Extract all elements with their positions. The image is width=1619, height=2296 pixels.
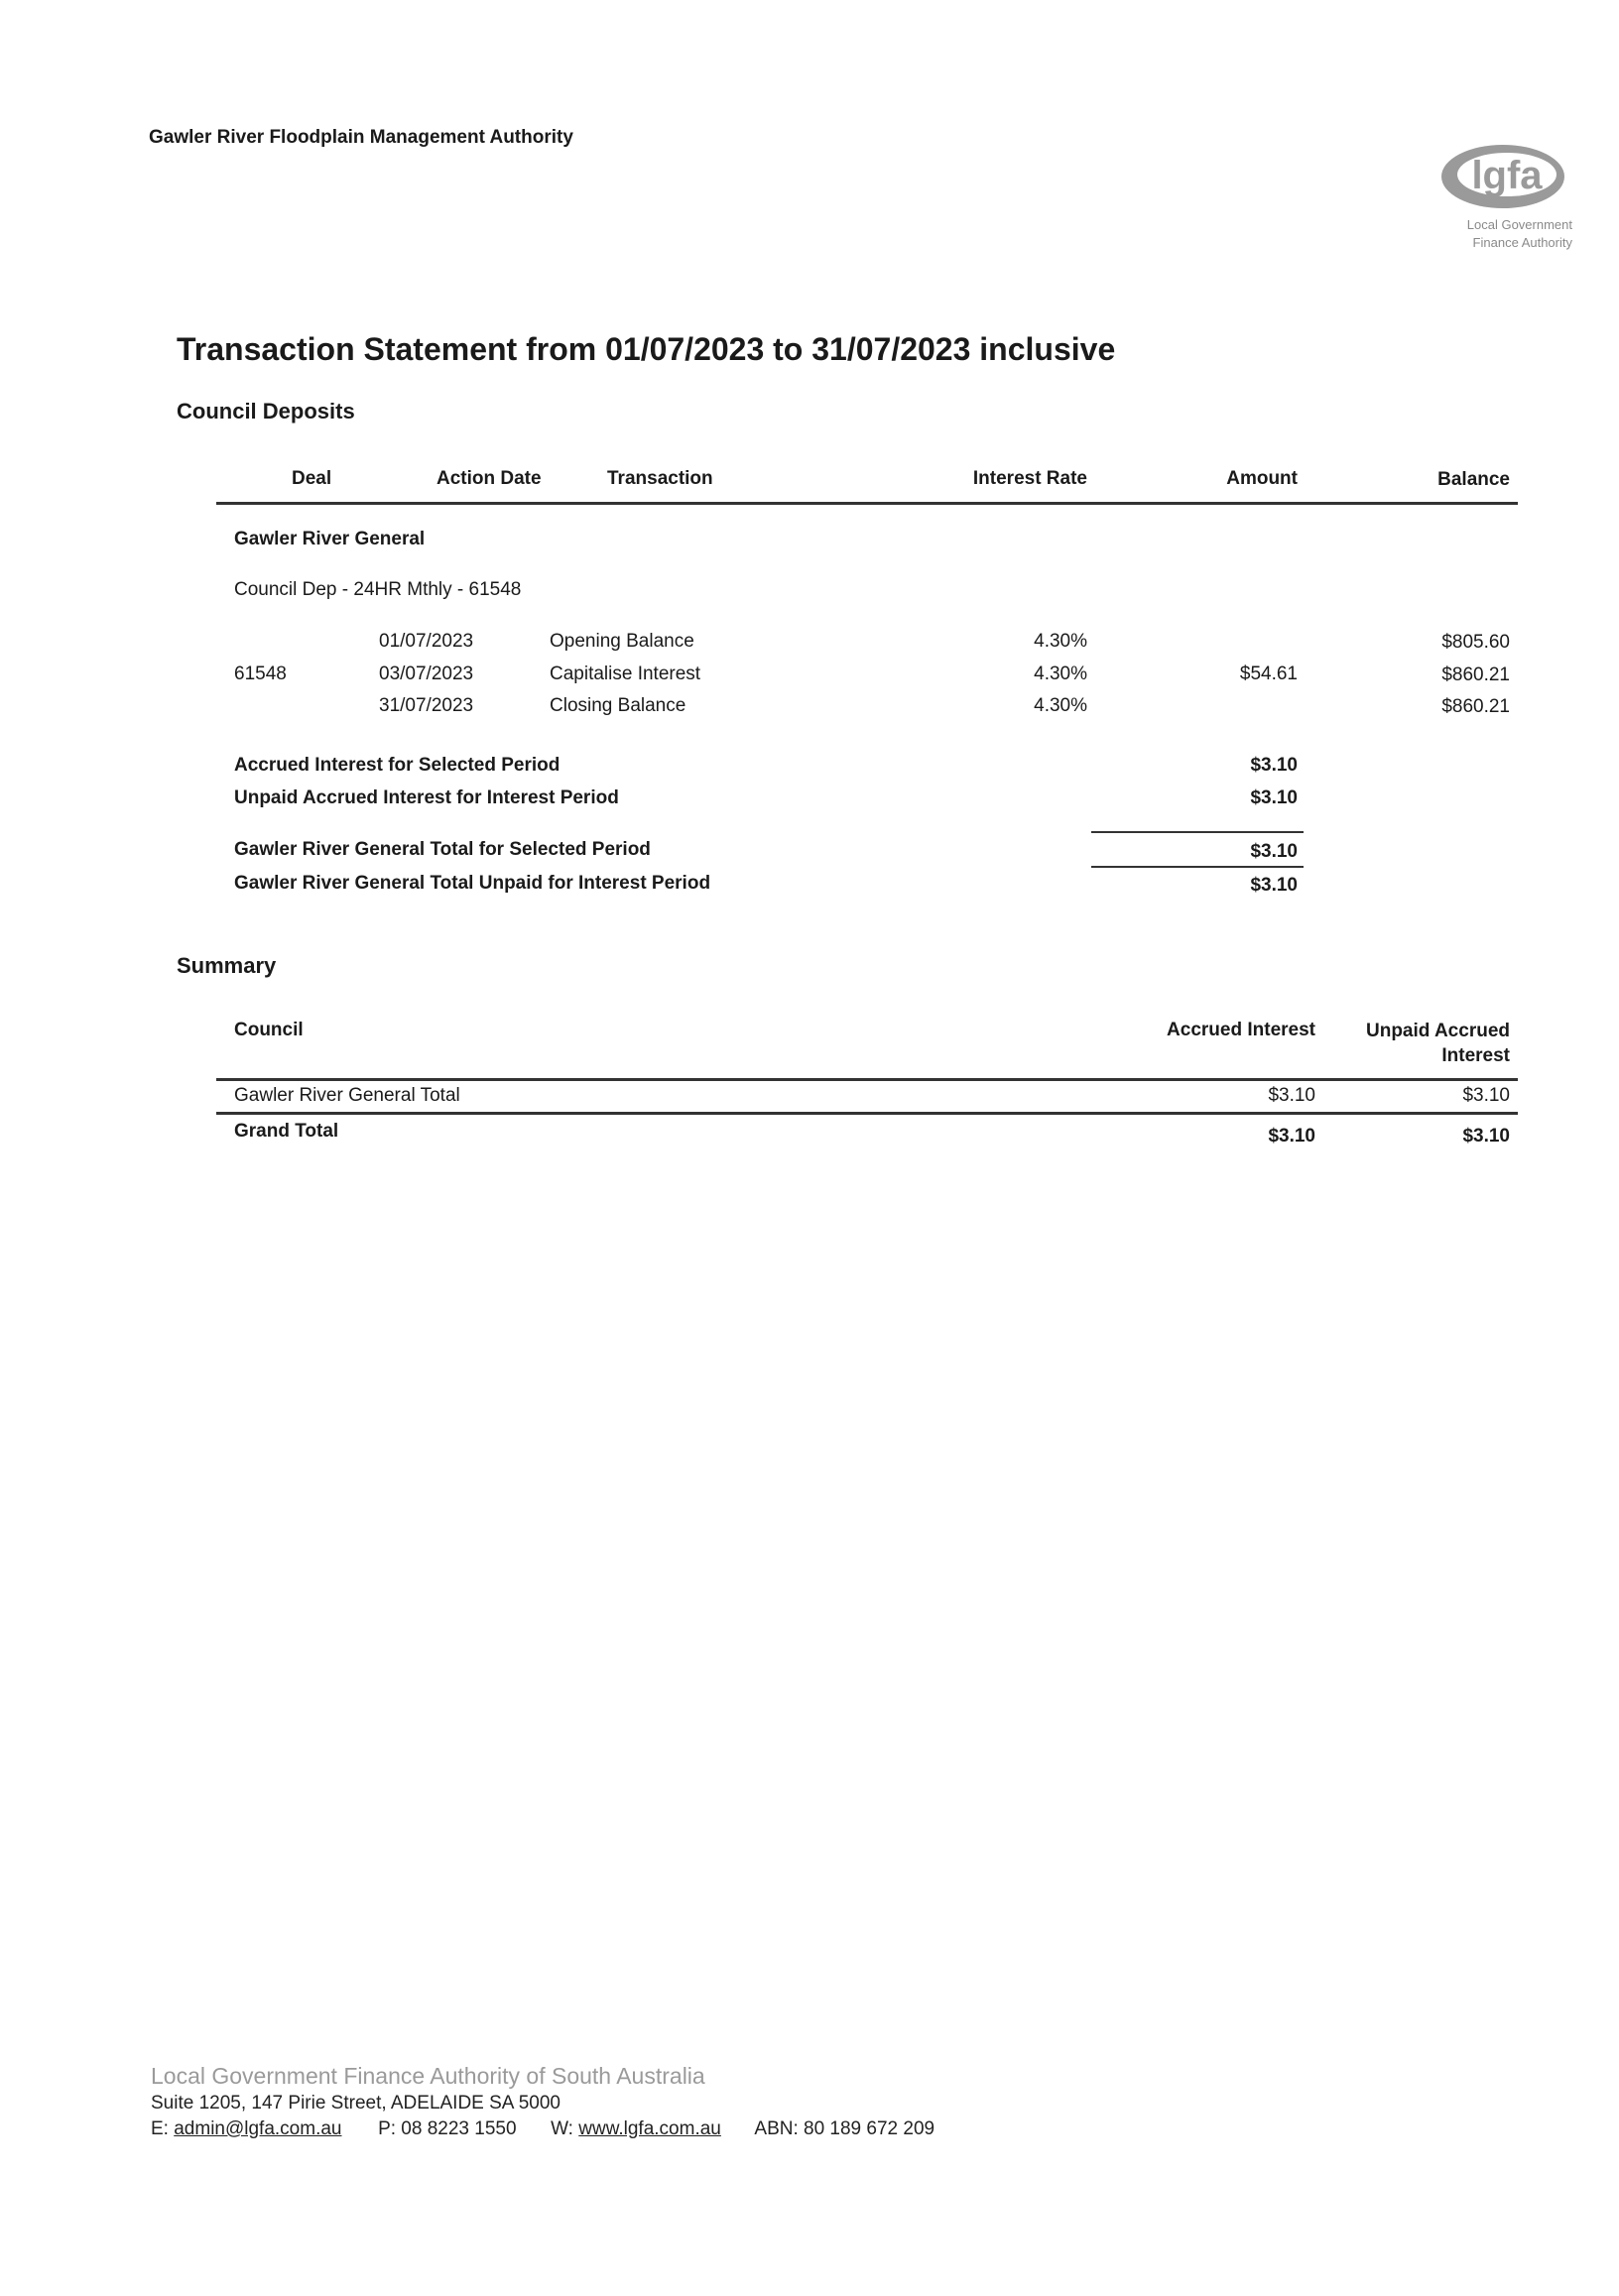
grand-total-label: Grand Total — [234, 1121, 339, 1142]
email-label: E: — [151, 2118, 169, 2139]
balance-cell: $860.21 — [1441, 665, 1510, 685]
footer-contact — [151, 2118, 934, 2140]
col-transaction: Transaction — [607, 468, 713, 489]
total-selected-value: $3.10 — [1250, 841, 1298, 862]
header-divider — [216, 502, 1518, 505]
accrued-interest-value: $3.10 — [1250, 755, 1298, 776]
web-label: W: — [551, 2118, 573, 2139]
account-name: Council Dep - 24HR Mthly - 61548 — [234, 579, 522, 600]
transaction-cell: Capitalise Interest — [550, 664, 701, 684]
balance-cell: $860.21 — [1441, 696, 1510, 717]
lgfa-logo — [1433, 139, 1572, 252]
col-action-date: Action Date — [436, 468, 542, 489]
date-cell: 03/07/2023 — [379, 664, 474, 684]
summary-header-divider — [216, 1078, 1518, 1081]
transaction-cell: Closing Balance — [550, 695, 686, 716]
grand-total-unpaid: $3.10 — [1462, 1126, 1510, 1147]
rate-cell: 4.30% — [1034, 695, 1087, 716]
summary-row-name: Gawler River General Total — [234, 1085, 460, 1106]
logo-subtitle-1: Local Government — [1466, 217, 1572, 232]
authority-name: Gawler River Floodplain Management Authority — [149, 127, 573, 148]
summary-total-divider — [216, 1112, 1518, 1115]
unpaid-interest-label: Unpaid Accrued Interest for Interest Period — [234, 787, 619, 808]
logo-text: lgfa — [1471, 154, 1543, 197]
abn: ABN: 80 189 672 209 — [754, 2118, 935, 2139]
summary-heading: Summary — [177, 953, 277, 978]
total-divider-top — [1091, 831, 1304, 833]
accrued-interest-label: Accrued Interest for Selected Period — [234, 755, 560, 776]
summary-col-council: Council — [234, 1020, 304, 1040]
lgfa-logo-icon — [1437, 139, 1568, 214]
col-deal: Deal — [292, 468, 332, 489]
total-selected-label: Gawler River General Total for Selected Period — [234, 839, 651, 860]
summary-col-accrued: Accrued Interest — [1167, 1020, 1315, 1040]
total-divider-bottom — [1091, 866, 1304, 868]
email-link[interactable]: admin@lgfa.com.au — [174, 2118, 342, 2139]
col-amount: Amount — [1226, 468, 1298, 489]
summary-col-unpaid-line1: Unpaid Accrued — [1366, 1021, 1510, 1041]
transaction-cell: Opening Balance — [550, 631, 694, 652]
council-deposits-heading: Council Deposits — [177, 399, 355, 423]
footer-address: Suite 1205, 147 Pirie Street, ADELAIDE SA 5000 — [151, 2093, 560, 2114]
footer-organisation: Local Government Finance Authority of South Australia — [151, 2063, 705, 2089]
logo-subtitle-2: Finance Authority — [1472, 235, 1572, 250]
total-unpaid-label: Gawler River General Total Unpaid for Interest Period — [234, 873, 711, 894]
group-name: Gawler River General — [234, 529, 426, 549]
rate-cell: 4.30% — [1034, 664, 1087, 684]
web-link[interactable]: www.lgfa.com.au — [578, 2118, 721, 2139]
amount-cell: $54.61 — [1239, 664, 1298, 684]
date-cell: 01/07/2023 — [379, 631, 474, 652]
col-interest-rate: Interest Rate — [972, 468, 1087, 489]
deal-cell: 61548 — [234, 664, 287, 684]
summary-row-unpaid: $3.10 — [1462, 1085, 1510, 1106]
grand-total-accrued: $3.10 — [1268, 1126, 1315, 1147]
date-cell: 31/07/2023 — [379, 695, 474, 716]
summary-row-accrued: $3.10 — [1268, 1085, 1315, 1106]
col-balance: Balance — [1437, 469, 1510, 490]
summary-col-unpaid-line2: Interest — [1441, 1045, 1510, 1066]
unpaid-interest-value: $3.10 — [1250, 787, 1298, 808]
phone: P: 08 8223 1550 — [378, 2118, 517, 2139]
balance-cell: $805.60 — [1441, 632, 1510, 653]
rate-cell: 4.30% — [1034, 631, 1087, 652]
page-title: Transaction Statement from 01/07/2023 to 31/07/2023 inclusive — [177, 331, 1116, 367]
total-unpaid-value: $3.10 — [1250, 875, 1298, 896]
